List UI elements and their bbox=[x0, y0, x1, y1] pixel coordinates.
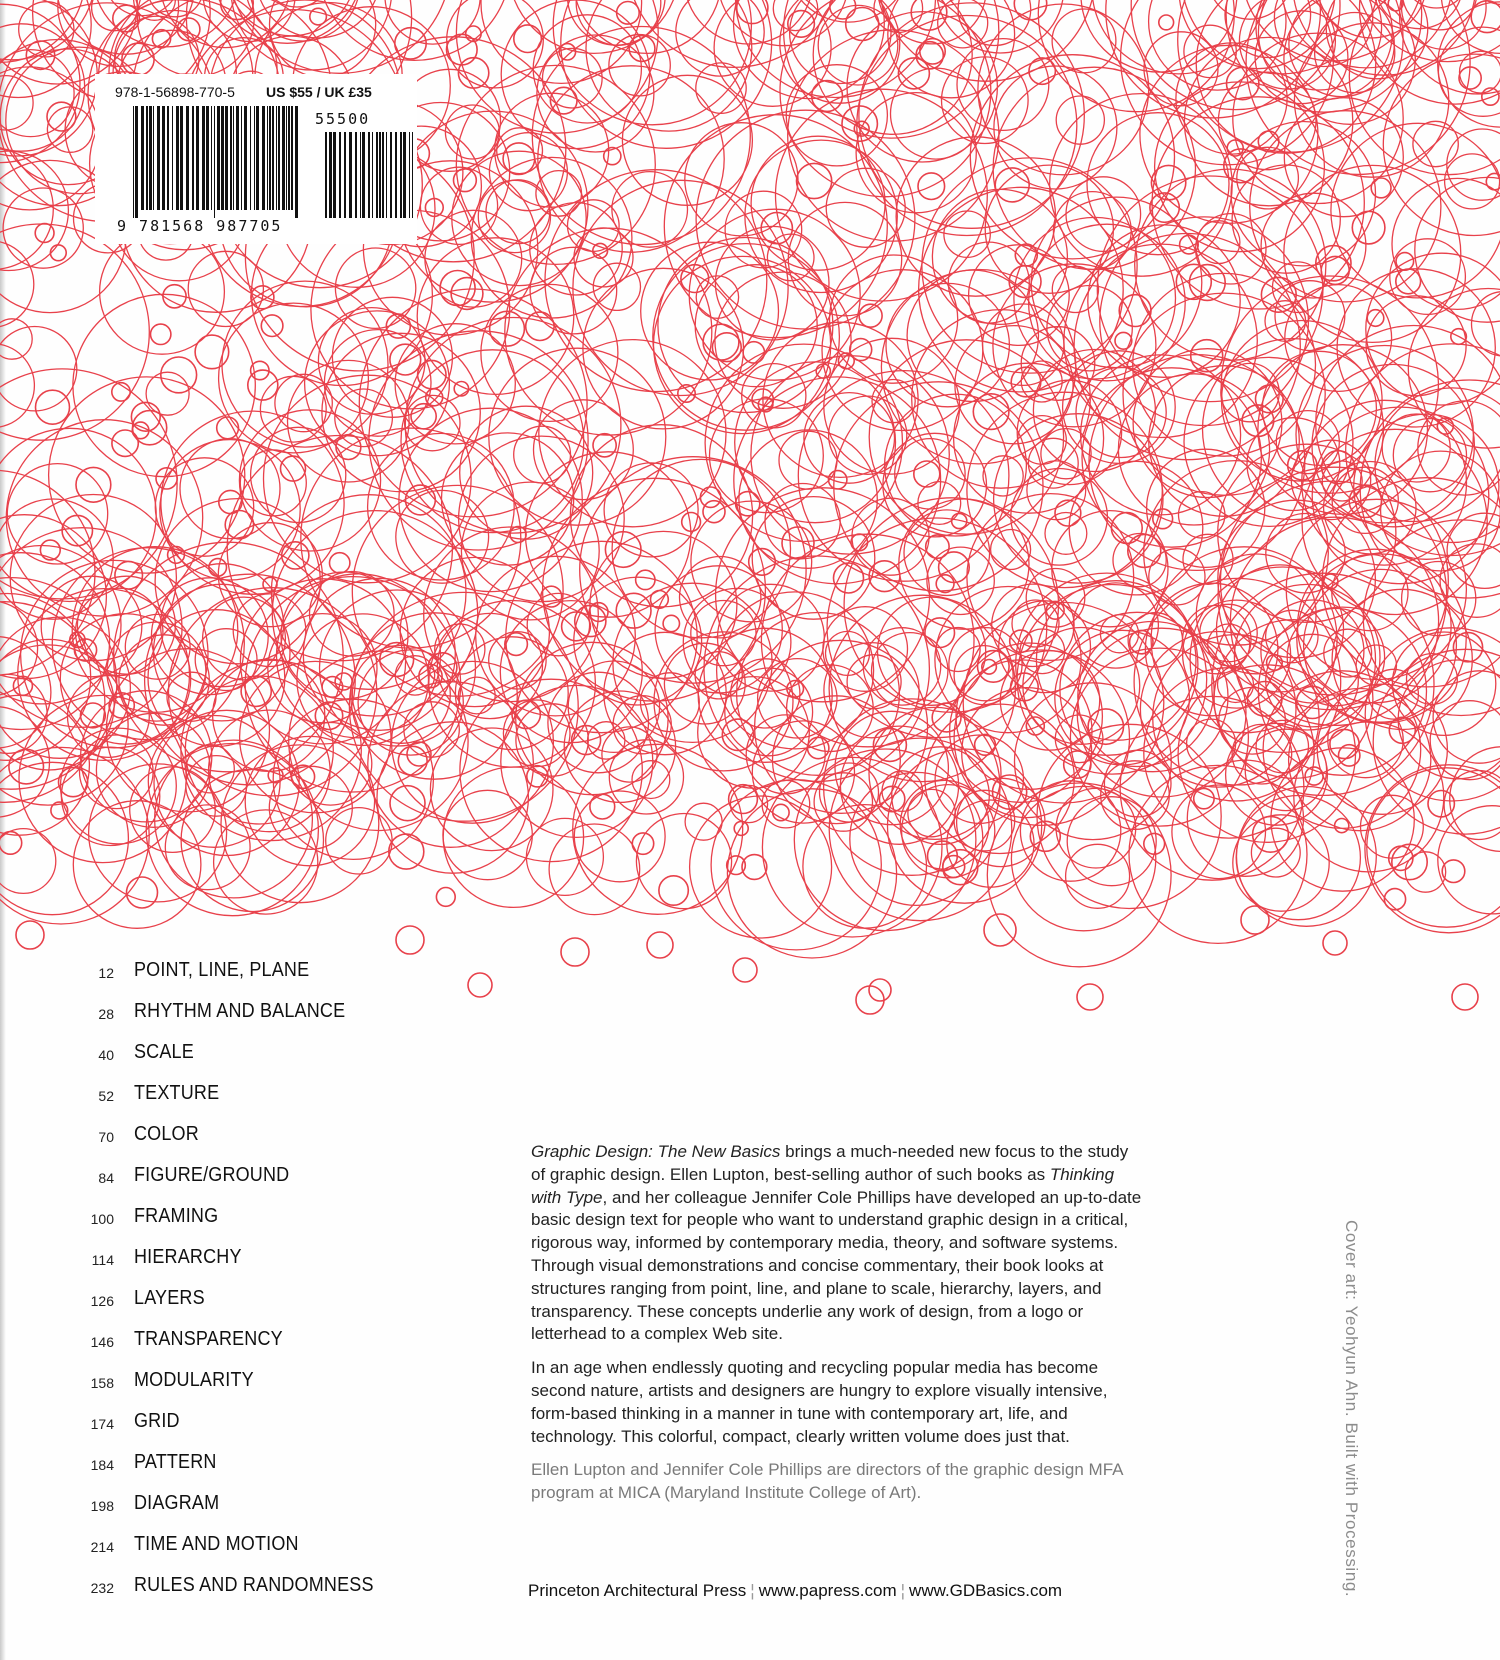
toc-chapter-title: RULES AND RANDOMNESS bbox=[134, 1574, 374, 1596]
toc-chapter-title: FRAMING bbox=[134, 1205, 219, 1227]
toc-page-number: 70 bbox=[98, 1129, 114, 1145]
toc-page-number: 84 bbox=[98, 1170, 114, 1186]
toc-page-number: 146 bbox=[90, 1334, 114, 1350]
toc-item bbox=[80, 1570, 420, 1611]
publisher-site: www.papress.com bbox=[758, 1581, 897, 1600]
description-paragraph-1: Graphic Design: The New Basics brings a much-needed new focus to the study of graphic design. Ellen Lupton, best-selling author of such books as Thinking with Type, and her colleague Jennifer Cole Phillips have developed an up-to-date basic design text for people who want to understand graphic design in a critical, rigorous way, informed by contemporary media, theory, and software systems. Through visual demonstrations and concise commentary, their book looks at structures ranging from point, line, and plane to scale, hierarchy, layers, and transparency. These concepts underlie any work of design, from a logo or letterhead to a complex Web site. bbox=[531, 1142, 1142, 1344]
author-bio: Ellen Lupton and Jennifer Cole Phillips are directors of the graphic design MFA program at MICA (Maryland Institute College of Art). bbox=[531, 1460, 1123, 1503]
toc-page-number: 100 bbox=[90, 1211, 114, 1227]
toc-chapter-title: POINT, LINE, PLANE bbox=[134, 959, 310, 981]
toc-item bbox=[80, 1324, 420, 1365]
toc-chapter-title: LAYERS bbox=[134, 1287, 205, 1309]
toc-item bbox=[80, 1242, 420, 1283]
toc-page-number: 184 bbox=[90, 1457, 114, 1473]
toc-page-number: 126 bbox=[90, 1293, 114, 1309]
toc-page-number: 114 bbox=[91, 1252, 114, 1268]
toc-item bbox=[80, 955, 420, 996]
toc-item bbox=[80, 996, 420, 1037]
price-label: US $55 / UK £35 bbox=[266, 84, 372, 100]
toc-item bbox=[80, 1406, 420, 1447]
toc-page-number: 198 bbox=[90, 1498, 114, 1514]
toc-page-number: 174 bbox=[90, 1416, 114, 1432]
barcode-image bbox=[133, 106, 413, 218]
toc-chapter-title: MODULARITY bbox=[134, 1369, 254, 1391]
toc-chapter-title: TRANSPARENCY bbox=[134, 1328, 283, 1350]
toc-item bbox=[80, 1365, 420, 1406]
book-site: www.GDBasics.com bbox=[909, 1581, 1063, 1600]
toc-chapter-title: PATTERN bbox=[134, 1451, 217, 1473]
toc-item bbox=[80, 1488, 420, 1529]
table-of-contents bbox=[80, 955, 420, 1611]
toc-chapter-title: TIME AND MOTION bbox=[134, 1533, 299, 1555]
toc-page-number: 158 bbox=[90, 1375, 114, 1391]
toc-item bbox=[80, 1529, 420, 1570]
toc-item bbox=[80, 1160, 420, 1201]
description-paragraph-2: In an age when endlessly quoting and recycling popular media has become second nature, artists and designers are hungry to explore visually intensive, form-based thinking in a manner in tune with contemporary art, life, and technology. This colorful, compact, clearly written volume does just that. bbox=[531, 1358, 1108, 1446]
toc-item bbox=[80, 1037, 420, 1078]
toc-item bbox=[80, 1078, 420, 1119]
toc-item bbox=[80, 1283, 420, 1324]
toc-chapter-title: GRID bbox=[134, 1410, 180, 1432]
toc-chapter-title: TEXTURE bbox=[134, 1082, 220, 1104]
toc-item bbox=[80, 1201, 420, 1242]
toc-page-number: 28 bbox=[98, 1006, 114, 1022]
toc-item bbox=[80, 1119, 420, 1160]
price-code: 55500 bbox=[315, 110, 371, 128]
toc-chapter-title: HIERARCHY bbox=[134, 1246, 242, 1268]
toc-chapter-title: FIGURE/GROUND bbox=[134, 1164, 290, 1186]
toc-chapter-title: RHYTHM AND BALANCE bbox=[134, 1000, 346, 1022]
toc-page-number: 40 bbox=[98, 1047, 114, 1063]
toc-chapter-title: DIAGRAM bbox=[134, 1492, 220, 1514]
toc-page-number: 12 bbox=[98, 965, 114, 981]
toc-page-number: 52 bbox=[98, 1088, 114, 1104]
publisher-line: Princeton Architectural Press ¦ www.papress.com ¦ www.GDBasics.com bbox=[528, 1581, 1063, 1600]
toc-page-number: 214 bbox=[90, 1539, 114, 1555]
cover-art-credit: Cover art: Yeohyun Ahn. Built with Processing. bbox=[1342, 1220, 1361, 1598]
toc-chapter-title: SCALE bbox=[134, 1041, 194, 1063]
ean-digits: 9 781568 987705 bbox=[117, 217, 283, 235]
toc-chapter-title: COLOR bbox=[134, 1123, 199, 1145]
barcode-label bbox=[95, 74, 417, 244]
toc-page-number: 232 bbox=[90, 1580, 114, 1596]
description-text bbox=[531, 1141, 1146, 1516]
publisher-name: Princeton Architectural Press bbox=[528, 1581, 747, 1600]
toc-item bbox=[80, 1447, 420, 1488]
isbn-number: 978-1-56898-770-5 bbox=[115, 84, 235, 100]
